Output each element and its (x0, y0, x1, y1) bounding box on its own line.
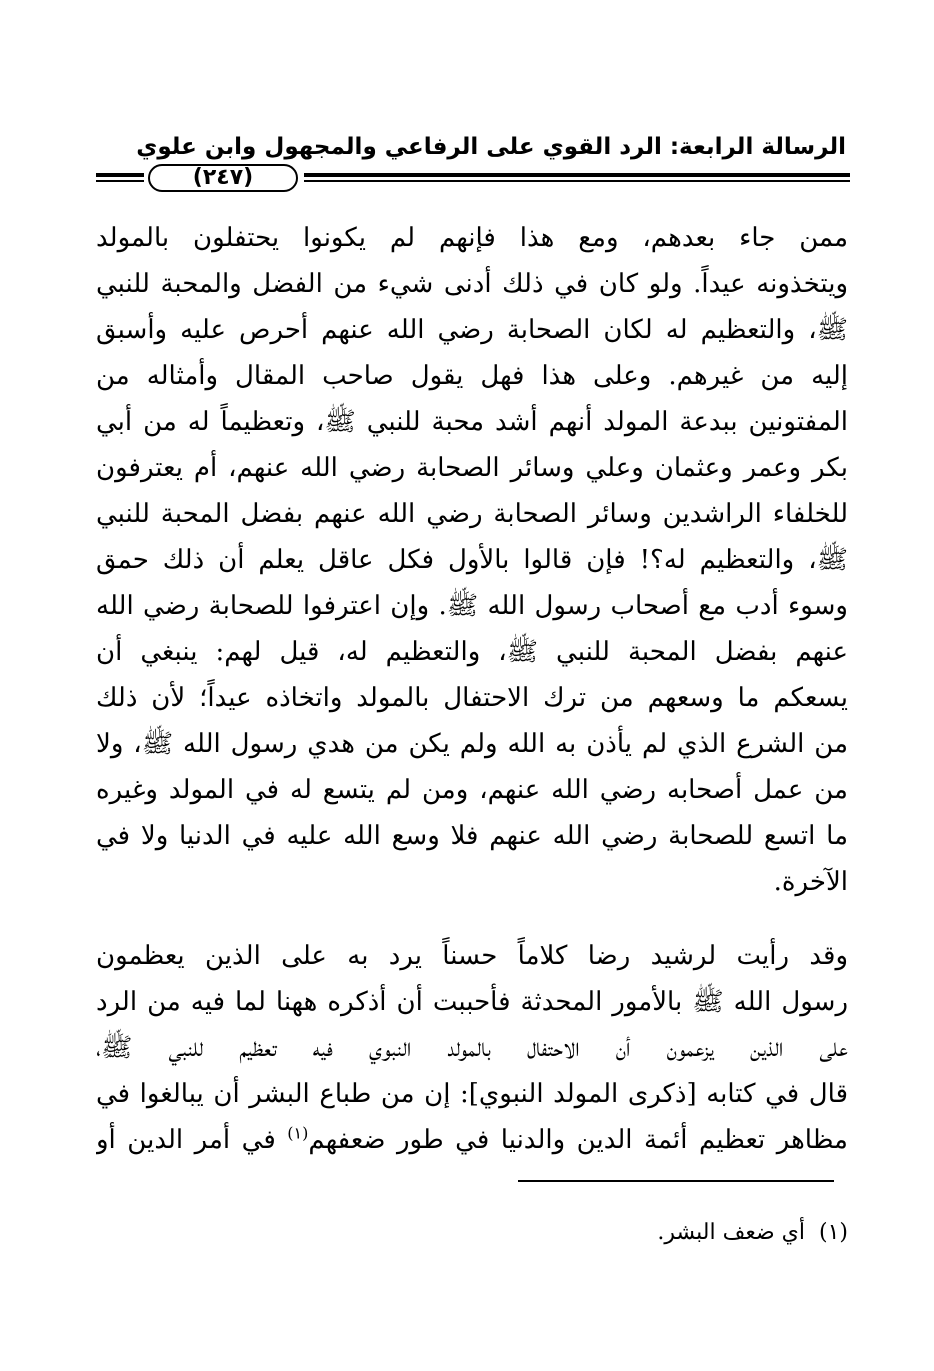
text-line: يسعكم ما وسعهم من ترك الاحتفال بالمولد واتخاذه عيداً؛ لأن ذلك (96, 683, 848, 713)
footnote-rule (518, 1180, 834, 1182)
text-line: إليه من غيرهم. وعلى هذا فهل يقول صاحب المقال وأمثاله من (96, 361, 848, 391)
text-line: من الشرع الذي لم يأذن به الله ولم يكن من هدي رسول الله ﷺ، ولا (96, 729, 848, 759)
text-line: المفتونين ببدعة المولد أنهم أشد محبة للنبي ﷺ، وتعظيماً له من أبي (96, 407, 848, 437)
text-line: من عمل أصحابه رضي الله عنهم، ومن لم يتسع له في المولد وغيره (96, 775, 848, 805)
text-line: بكر وعمر وعثمان وعلي وسائر الصحابة رضي الله عنهم، أم يعترفون (96, 453, 848, 483)
text-line: ويتخذونه عيداً. ولو كان في ذلك أدنى شيء من الفضل والمحبة للنبي (96, 269, 848, 299)
body-text (96, 215, 848, 1163)
text-line: ﷺ، والتعظيم له لكان الصحابة رضي الله عنهم أحرص عليه وأسبق (96, 315, 848, 345)
header-rule-left (96, 173, 144, 183)
text-line: ﷺ، والتعظيم له؟! فإن قالوا بالأول فكل عاقل يعلم أن ذلك حمق (96, 545, 848, 575)
text-line-end: في أمر الدين أو (96, 1125, 288, 1155)
text-line: الآخرة. (773, 867, 848, 897)
text-line: وقد رأيت لرشيد رضا كلاماً حسناً يرد به على الذين يعظمون (96, 941, 848, 971)
header-rule-right (304, 173, 850, 183)
footnote-text: أي ضعف البشر. (657, 1220, 805, 1245)
text-line: رسول الله ﷺ بالأمور المحدثة فأحببت أن أذكره ههنا لما فيه من الرد (96, 987, 848, 1017)
text-line: ممن جاء بعدهم، ومع هذا فإنهم لم يكونوا يحتفلون بالمولد (96, 223, 848, 253)
header-rule (96, 164, 850, 194)
running-title: الرسالة الرابعة: الرد القوي على الرفاعي والمجهول وابن علوي (136, 134, 846, 160)
text-line: وسوء أدب مع أصحاب رسول الله ﷺ. وإن اعترفوا للصحابة رضي الله (96, 591, 848, 621)
paragraph-gap (96, 905, 848, 933)
text-line: للخلفاء الراشدين وسائر الصحابة رضي الله عنهم بفضل المحبة للنبي (96, 499, 848, 529)
page-number: (٢٤٧) (148, 164, 298, 192)
footnote-marker: (١) (287, 1123, 309, 1143)
text-line: عنهم بفضل المحبة للنبي ﷺ، والتعظيم له، قيل لهم: ينبغي أن (96, 637, 848, 667)
text-line (96, 1117, 848, 1163)
text-line-start: مظاهر تعظيم أئمة الدين والدنيا في طور ضعفهم (308, 1125, 848, 1155)
text-line: ما اتسع للصحابة رضي الله عنهم فلا وسع الله عليه في الدنيا ولا في (96, 821, 848, 851)
footnote (400, 1216, 848, 1250)
text-line: على الذين يزعمون أن الاحتفال بالمولد النبوي فيه تعظيم للنبي ﷺ، (96, 1033, 848, 1063)
text-line: قال في كتابه [ذكرى المولد النبوي]: إن من طباع البشر أن يبالغوا في (96, 1079, 848, 1109)
footnote-number: (١) (818, 1220, 848, 1245)
